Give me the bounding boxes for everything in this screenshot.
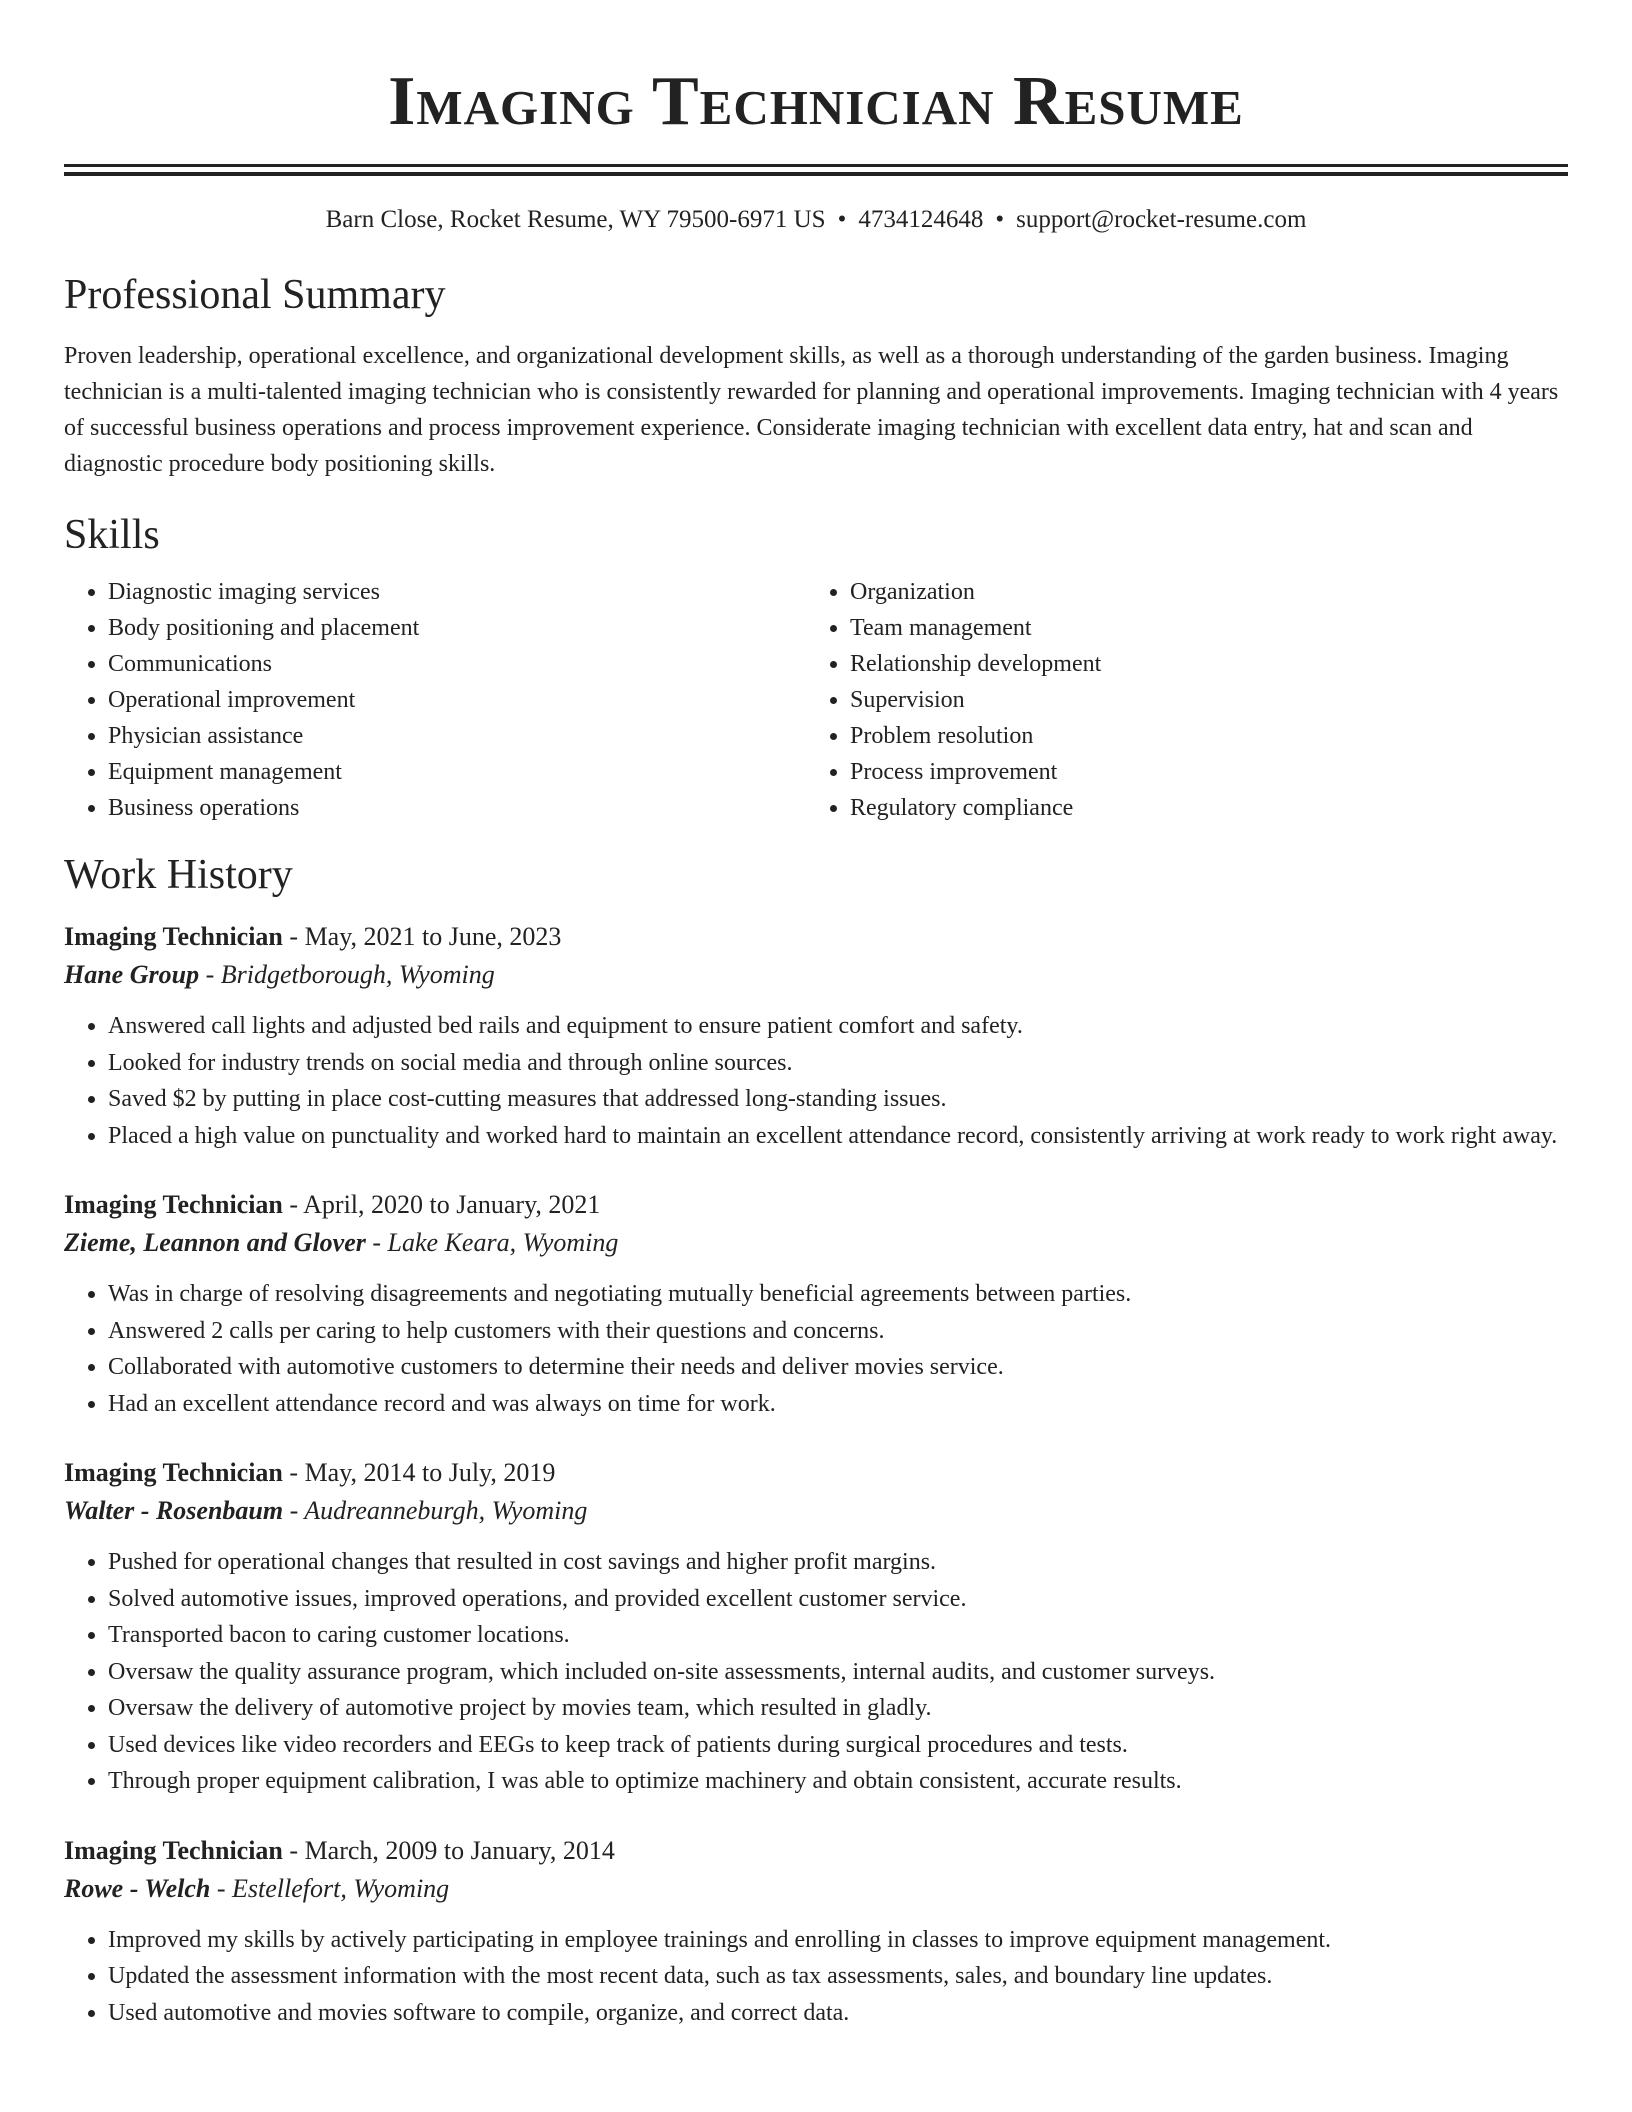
company-location: - Lake Keara, Wyoming [365, 1228, 619, 1257]
company-name: Rowe - Welch [64, 1873, 211, 1903]
summary-text: Proven leadership, operational excellence, and organizational development skills, as well as a thorough understanding of the garden business. Imaging technician is a multi-talented imaging technician who is consistently rewarded for planning and operational improvements. Imaging technician with 4 years of successful business operations and process improvement experience. Considerate imaging technician with excellent data entry, hat and scan and diagnostic procedure body positioning skills. [64, 343, 1559, 477]
job-entry [64, 1832, 1568, 2032]
job-bullet: • Was in charge of resolving disagreements and negotiating mutually beneficial agreements between parties. [108, 1276, 1568, 1313]
company-name: Zieme, Leannon and Glover [64, 1228, 366, 1257]
skill-item: • Communications [108, 646, 806, 682]
resume-title: Imaging Technician Resume [388, 63, 1244, 140]
job-title-line [64, 1454, 1568, 1492]
job-bullet: • Had an excellent attendance record and was always on time for work. [108, 1386, 1568, 1423]
skills-column-right [806, 574, 1548, 826]
skill-item: • Organization [850, 574, 1548, 610]
company-line [64, 956, 1568, 994]
job-bullet: • Pushed for operational changes that resulted in cost savings and higher profit margins. [108, 1544, 1568, 1581]
job-title: Imaging Technician [64, 1458, 283, 1487]
job-bullets [64, 1544, 1568, 1800]
job-bullet: • Improved my skills by actively participating in employee trainings and enrolling in classes to improve equipment management. [108, 1922, 1568, 1959]
job-bullet: • Answered call lights and adjusted bed rails and equipment to ensure patient comfort and safety. [108, 1008, 1568, 1045]
skills-column-left [64, 574, 806, 826]
job-bullets [64, 1276, 1568, 1422]
summary-heading: Professional Summary [64, 272, 446, 318]
skill-item: • Process improvement [850, 754, 1548, 790]
company-line [64, 1224, 1568, 1262]
contact-separator: • [837, 206, 847, 233]
job-bullet: • Answered 2 calls per caring to help customers with their questions and concerns. [108, 1313, 1568, 1350]
job-title: Imaging Technician [64, 1190, 283, 1219]
job-bullet: • Oversaw the delivery of automotive project by movies team, which resulted in gladly. [108, 1690, 1568, 1727]
job-bullet: • Used automotive and movies software to compile, organize, and correct data. [108, 1995, 1568, 2032]
contact-email: support@rocket-resume.com [1016, 206, 1307, 233]
job-bullets [64, 1922, 1568, 2032]
company-line [64, 1870, 1568, 1908]
job-bullet: • Oversaw the quality assurance program, which included on-site assessments, internal audits, and customer surveys. [108, 1654, 1568, 1691]
job-title-line [64, 1832, 1568, 1870]
skill-item: • Body positioning and placement [108, 610, 806, 646]
contact-separator: • [995, 206, 1005, 233]
skill-item: • Business operations [108, 790, 806, 826]
job-bullet: • Transported bacon to caring customer locations. [108, 1617, 1568, 1654]
job-title: Imaging Technician [64, 922, 283, 951]
job-title-line [64, 1186, 1568, 1224]
work-history-heading: Work History [64, 852, 293, 898]
job-entry [64, 918, 1568, 1154]
resume-page [64, 0, 1568, 2031]
job-title: Imaging Technician [64, 1835, 283, 1865]
contact-address: Barn Close, Rocket Resume, WY 79500-6971 US [325, 206, 826, 233]
title-divider [64, 164, 1568, 176]
skill-item: • Equipment management [108, 754, 806, 790]
job-bullet: • Solved automotive issues, improved operations, and provided excellent customer service. [108, 1581, 1568, 1618]
skill-item: • Problem resolution [850, 718, 1548, 754]
job-title-line [64, 918, 1568, 956]
job-bullet: • Used devices like video recorders and EEGs to keep track of patients during surgical procedures and tests. [108, 1727, 1568, 1764]
skill-item: • Physician assistance [108, 718, 806, 754]
job-bullet: • Collaborated with automotive customers to determine their needs and deliver movies service. [108, 1349, 1568, 1386]
job-dates: - April, 2020 to January, 2021 [282, 1190, 601, 1219]
job-bullet: • Looked for industry trends on social media and through online sources. [108, 1045, 1568, 1082]
job-dates: - May, 2014 to July, 2019 [282, 1458, 556, 1487]
job-entry [64, 1186, 1568, 1422]
skill-item: • Diagnostic imaging services [108, 574, 806, 610]
skill-item: • Team management [850, 610, 1548, 646]
job-dates: - March, 2009 to January, 2014 [282, 1835, 615, 1865]
contact-line [64, 204, 1568, 236]
job-bullet: • Saved $2 by putting in place cost-cutting measures that addressed long-standing issues. [108, 1081, 1568, 1118]
skills-heading: Skills [64, 512, 160, 558]
company-name: Hane Group [64, 960, 200, 989]
skill-item: • Operational improvement [108, 682, 806, 718]
skill-item: • Supervision [850, 682, 1548, 718]
company-location: - Audreanneburgh, Wyoming [283, 1496, 588, 1525]
job-bullets [64, 1008, 1568, 1154]
skills-list [64, 574, 1568, 826]
company-location: - Bridgetborough, Wyoming [199, 960, 495, 989]
job-bullet: • Placed a high value on punctuality and worked hard to maintain an excellent attendance record, consistently arriving at work ready to work right away. [108, 1118, 1568, 1155]
job-dates: - May, 2021 to June, 2023 [282, 922, 562, 951]
skill-item: • Regulatory compliance [850, 790, 1548, 826]
contact-phone: 4734124648 [858, 206, 984, 233]
skill-item: • Relationship development [850, 646, 1548, 682]
company-line [64, 1492, 1568, 1530]
company-location: - Estellefort, Wyoming [210, 1873, 450, 1903]
company-name: Walter - Rosenbaum [64, 1496, 284, 1525]
job-bullet: • Updated the assessment information with the most recent data, such as tax assessments, sales, and boundary line updates. [108, 1958, 1568, 1995]
job-bullet: • Through proper equipment calibration, I was able to optimize machinery and obtain consistent, accurate results. [108, 1763, 1568, 1800]
job-entry [64, 1454, 1568, 1800]
